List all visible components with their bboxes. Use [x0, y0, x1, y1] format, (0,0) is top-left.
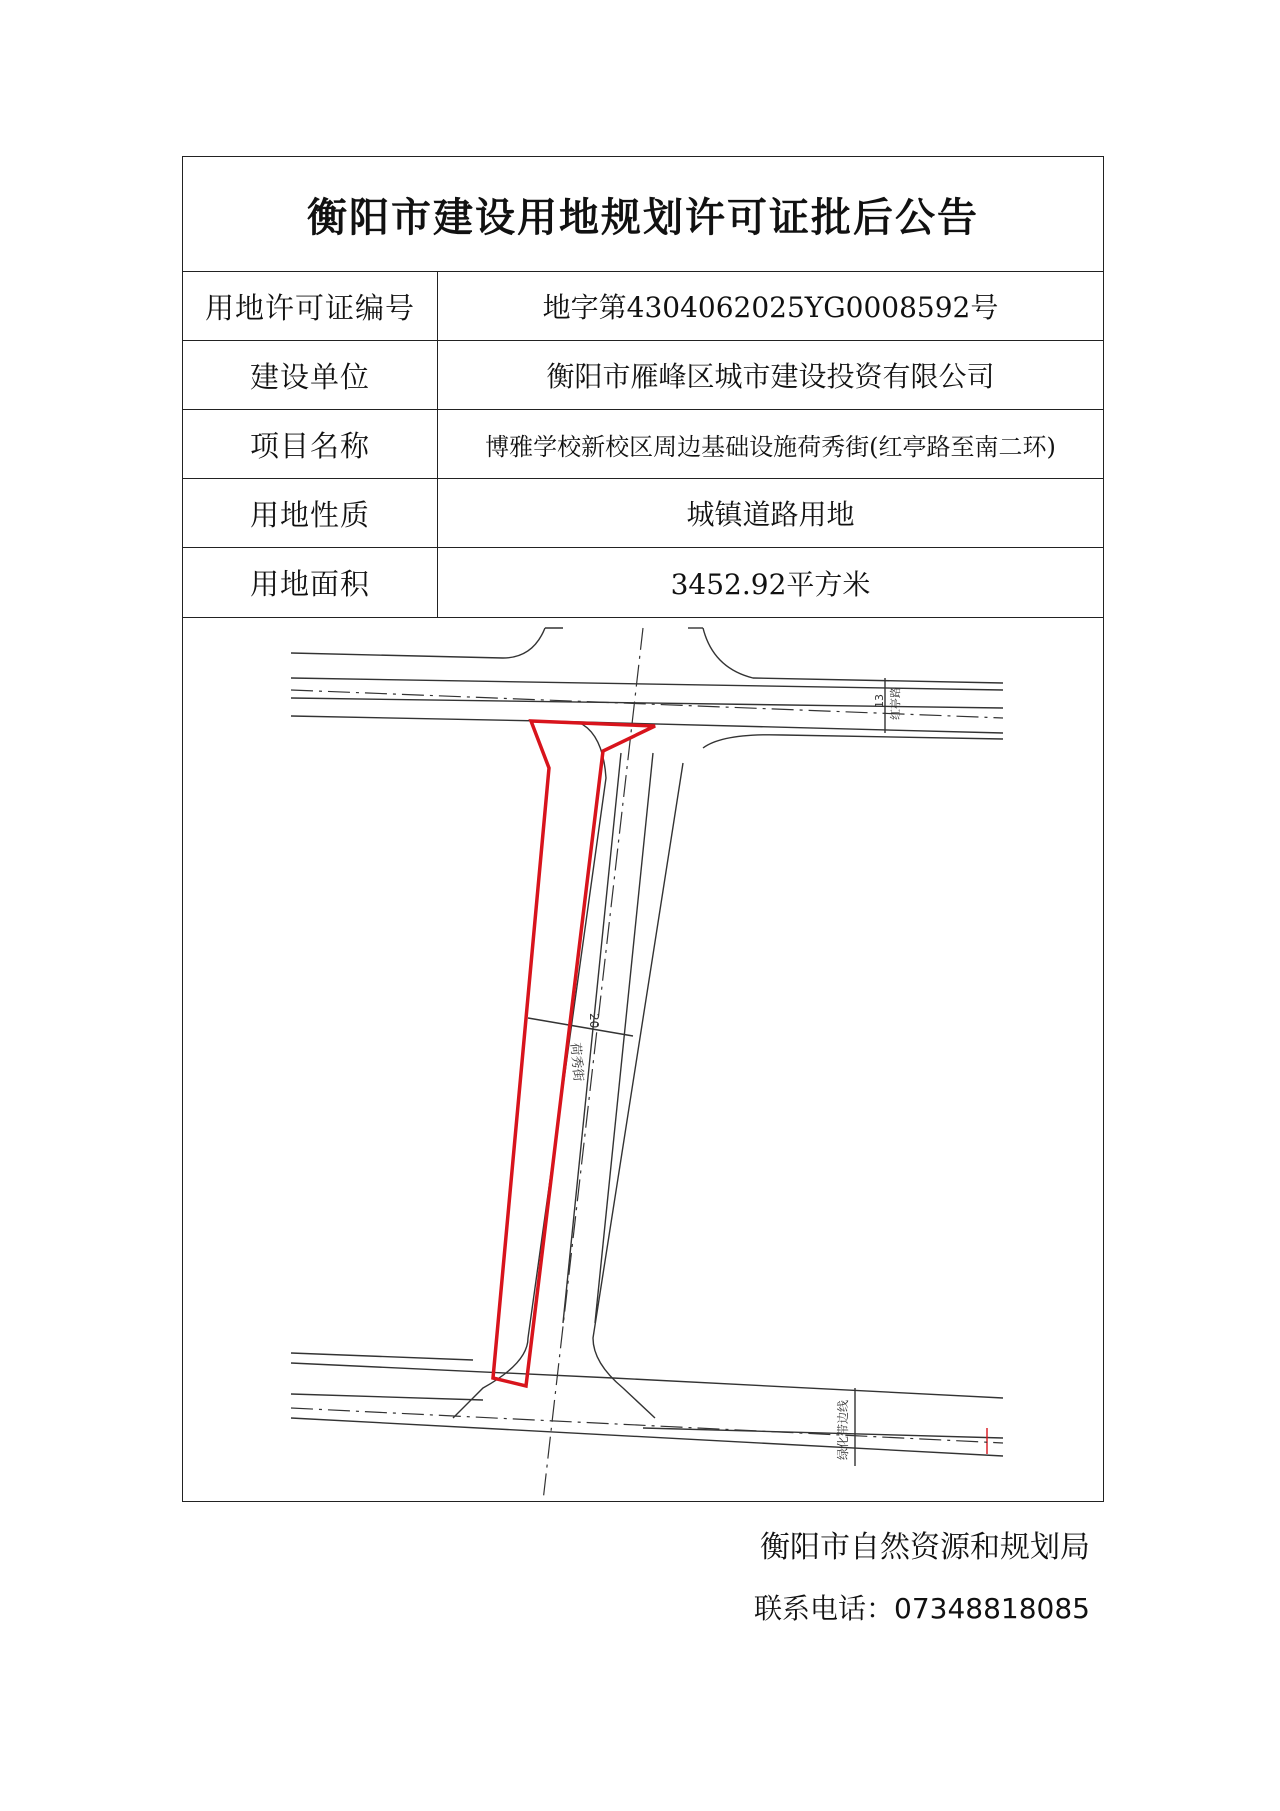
row-permit-number	[183, 272, 1103, 341]
site-plan-map	[183, 618, 1103, 1501]
label-project-name: 项目名称	[183, 410, 438, 478]
value-construction-unit: 衡阳市雁峰区城市建设投资有限公司	[546, 360, 995, 393]
row-land-area	[183, 548, 1103, 618]
bottom-road-edge-5	[291, 1363, 1003, 1398]
bottom-road-edge-2	[291, 1394, 483, 1400]
bottom-road-edge-1	[291, 1353, 473, 1360]
main-road-name-label: 荷秀街	[567, 1042, 586, 1083]
contact-phone: 联系电话：07348818085	[754, 1592, 1090, 1625]
value-land-use: 城镇道路用地	[686, 498, 855, 531]
top-road-edge-5	[703, 628, 1003, 683]
bottom-road-centerline	[291, 1408, 1003, 1443]
top-road-name-label: 红亭路	[889, 687, 902, 720]
main-road-section-mark	[528, 1018, 633, 1036]
bottom-road-edge-4	[291, 1418, 1003, 1456]
label-construction-unit: 建设单位	[183, 341, 438, 409]
row-project-name	[183, 410, 1103, 479]
value-permit-number: 地字第4304062025YG0008592号	[542, 291, 999, 324]
top-road-edge-1	[291, 628, 545, 658]
label-permit-number: 用地许可证编号	[183, 272, 438, 340]
main-road-centerline	[543, 628, 643, 1501]
label-land-area: 用地面积	[183, 548, 438, 617]
greenbelt-label: 绿化带边线	[836, 1399, 850, 1460]
announcement-table	[182, 156, 1104, 1502]
top-road-width-label: 13	[873, 694, 886, 708]
main-road-width-label: 20	[587, 1013, 601, 1029]
issuing-authority: 衡阳市自然资源和规划局	[760, 1530, 1090, 1565]
main-road-right-edge	[593, 763, 683, 1418]
value-project-name: 博雅学校新校区周边基础设施荷秀街(红亭路至南二环)	[485, 432, 1056, 461]
label-land-use: 用地性质	[183, 479, 438, 547]
title-row	[183, 157, 1103, 272]
value-land-area: 3452.92平方米	[670, 567, 871, 601]
main-road-inner-right	[595, 753, 653, 1323]
row-land-use	[183, 479, 1103, 548]
page-title: 衡阳市建设用地规划许可证批后公告	[307, 194, 979, 241]
row-construction-unit	[183, 341, 1103, 410]
bottom-road-edge-3	[643, 1428, 1003, 1438]
top-road-edge-6	[703, 735, 1003, 748]
